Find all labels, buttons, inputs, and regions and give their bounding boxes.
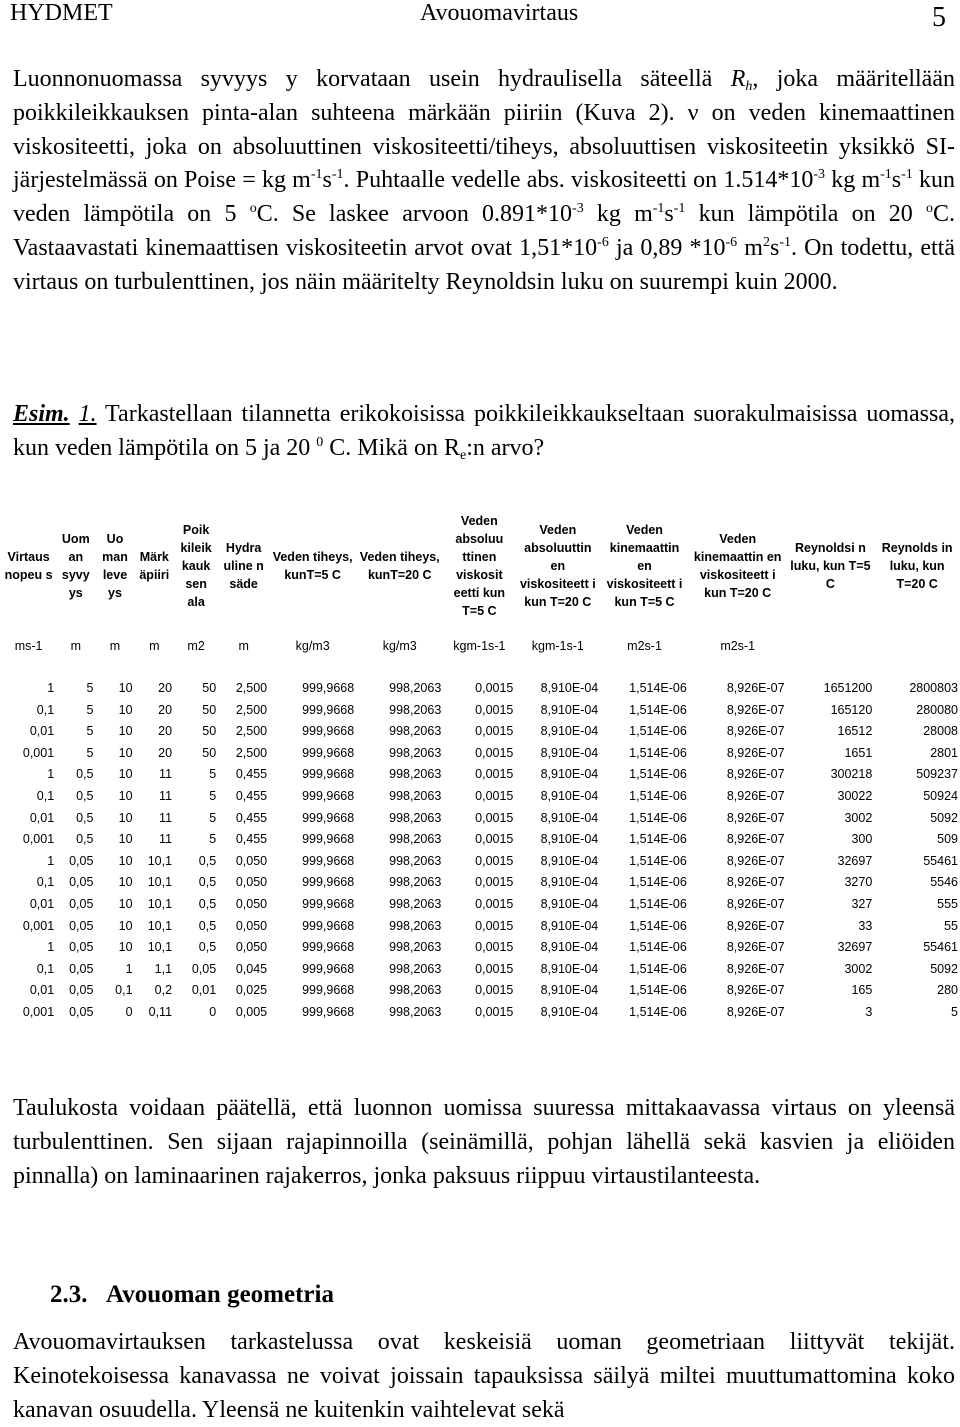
table-row xyxy=(1,764,960,786)
header-title: Avouomavirtaus xyxy=(420,0,579,26)
table-cell: 999,9668 xyxy=(302,745,355,760)
table-cell: 5 xyxy=(209,810,217,825)
table-cell: 0,455 xyxy=(235,810,268,825)
table-cell: 10,1 xyxy=(147,896,173,911)
column-header: Veden tiheys, kunT=20 C xyxy=(359,550,440,582)
table-cell: 8,926E-07 xyxy=(726,724,785,739)
table-cell: 1,514E-06 xyxy=(629,918,687,933)
table-cell: 3002 xyxy=(844,961,873,976)
table-cell: 10 xyxy=(118,745,133,760)
table-cell: 8,910E-04 xyxy=(540,788,599,803)
table-cell: 998,2063 xyxy=(389,788,442,803)
table-cell: 0,01 xyxy=(29,724,55,739)
table-spacer xyxy=(1,658,960,678)
table-cell: 1 xyxy=(125,961,133,976)
table-cell: 0,455 xyxy=(235,767,268,782)
table-cell: 998,2063 xyxy=(389,896,442,911)
table-cell: 555 xyxy=(937,896,958,911)
table-cell: 3270 xyxy=(844,875,873,890)
table-cell: 999,9668 xyxy=(302,1004,355,1019)
table-row xyxy=(1,1002,960,1024)
table-cell: 55461 xyxy=(923,853,958,868)
table-cell: 998,2063 xyxy=(389,832,442,847)
table-cell: 3002 xyxy=(844,810,873,825)
table-cell: 1651200 xyxy=(823,681,873,695)
column-unit: m2s-1 xyxy=(720,639,756,653)
table-cell: 8,926E-07 xyxy=(726,1004,785,1019)
table-cell: 0,0015 xyxy=(475,853,514,868)
table-cell: 999,9668 xyxy=(302,810,355,825)
table-cell: 1,514E-06 xyxy=(629,810,687,825)
header-doc-code: HYDMET xyxy=(10,0,113,26)
table-cell: 999,9668 xyxy=(302,896,355,911)
table-cell: 998,2063 xyxy=(389,940,442,955)
table-cell: 8,910E-04 xyxy=(540,702,599,717)
table-cell: 998,2063 xyxy=(389,745,442,760)
table-cell: 0,11 xyxy=(148,1004,173,1019)
table-cell: 8,910E-04 xyxy=(540,724,599,739)
table-cell: 999,9668 xyxy=(302,724,355,739)
column-unit xyxy=(874,634,960,658)
table-cell: 0,455 xyxy=(235,832,268,847)
table-cell: 0,0015 xyxy=(475,724,514,739)
column-header: Hydra uline n säde xyxy=(223,541,264,591)
table-cell: 1,514E-06 xyxy=(629,875,687,890)
table-cell: 5 xyxy=(86,745,94,760)
table-cell: 8,910E-04 xyxy=(540,681,599,695)
table-cell: 0,0015 xyxy=(475,875,514,890)
column-unit: kg/m3 xyxy=(295,639,330,653)
table-cell: 1,514E-06 xyxy=(629,681,687,695)
column-unit: kg/m3 xyxy=(382,639,417,653)
table-cell: 0,5 xyxy=(76,832,94,847)
column-header: Virtaus nopeu s xyxy=(4,550,53,582)
example-number: 1. xyxy=(78,401,97,427)
table-cell: 327 xyxy=(851,896,873,911)
table-cell: 0,001 xyxy=(22,1004,55,1019)
table-cell: 8,926E-07 xyxy=(726,702,785,717)
table-cell: 8,910E-04 xyxy=(540,961,599,976)
table-cell: 50 xyxy=(202,745,217,760)
table-cell: 10 xyxy=(118,810,133,825)
table-cell: 8,926E-07 xyxy=(726,896,785,911)
column-unit: m xyxy=(109,639,121,653)
table-row xyxy=(1,808,960,830)
table-cell: 0,0015 xyxy=(475,832,514,847)
table-cell: 10 xyxy=(118,896,133,911)
table-cell: 0,045 xyxy=(235,961,268,976)
reynolds-table xyxy=(1,498,960,1024)
table-cell: 1,514E-06 xyxy=(629,853,687,868)
table-cell: 55461 xyxy=(923,940,958,955)
table-header-row xyxy=(1,498,960,634)
table-cell: 509 xyxy=(937,832,958,847)
table-cell: 1,1 xyxy=(154,961,173,976)
table-cell: 2801 xyxy=(930,745,958,760)
table-cell: 20 xyxy=(158,681,173,695)
table-cell: 8,926E-07 xyxy=(726,853,785,868)
table-cell: 165120 xyxy=(830,702,873,717)
table-cell: 998,2063 xyxy=(389,1004,442,1019)
table-cell: 999,9668 xyxy=(302,767,355,782)
table-cell: 0,0015 xyxy=(475,896,514,911)
table-cell: 165 xyxy=(851,983,873,998)
table-row xyxy=(1,872,960,894)
column-header: Veden kinemaattin en viskositeett i kun T=5 C xyxy=(606,523,683,609)
table-cell: 300 xyxy=(851,832,873,847)
table-cell: 10,1 xyxy=(147,940,173,955)
page-number: 5 xyxy=(932,2,946,33)
table-cell: 2,500 xyxy=(235,745,268,760)
table-cell: 5092 xyxy=(930,961,958,976)
table-row xyxy=(1,894,960,916)
table-body xyxy=(1,678,960,1024)
table-cell: 0,01 xyxy=(29,983,55,998)
column-unit: m xyxy=(238,639,249,653)
table-cell: 0,1 xyxy=(115,983,133,998)
table-cell: 11 xyxy=(159,810,173,825)
table-cell: 998,2063 xyxy=(389,918,442,933)
table-row xyxy=(1,851,960,873)
table-cell: 8,926E-07 xyxy=(726,918,785,933)
table-cell: 20 xyxy=(158,702,173,717)
table-cell: 0,1 xyxy=(36,875,55,890)
table-cell: 0,1 xyxy=(36,961,55,976)
table-cell: 0,0015 xyxy=(475,961,514,976)
column-header: Reynoldsi n luku, kun T=5 C xyxy=(790,541,871,591)
table-cell: 0,0015 xyxy=(475,1004,514,1019)
table-cell: 999,9668 xyxy=(302,961,355,976)
table-cell: 32697 xyxy=(837,940,873,955)
table-cell: 10,1 xyxy=(147,918,173,933)
table-cell: 8,926E-07 xyxy=(726,875,785,890)
section-title: Avouoman geometria xyxy=(106,1281,334,1308)
table-cell: 10,1 xyxy=(147,875,173,890)
column-header: Märk äpiiri xyxy=(139,550,170,582)
table-cell: 5092 xyxy=(930,810,958,825)
paragraph-conclusion: Taulukosta voidaan päätellä, että luonnon uomissa suuressa mittakaavassa virtaus on yleensä turbulenttinen. Sen sijaan rajapinnoilla (seinämillä, pohjan lähellä sekä kasvien ja eliöiden pinnalla) on laminaarinen rajakerros, jonka paksuus riippuu virtaustilanteesta. xyxy=(13,1095,955,1189)
column-header: Veden kinemaattin en viskositeett i kun T=20 C xyxy=(693,532,782,600)
table-cell: 0,5 xyxy=(198,853,217,868)
column-header: Veden absoluu ttinen viskosit eetti kun T=5 C xyxy=(453,514,506,618)
table-cell: 509237 xyxy=(916,767,958,782)
table-cell: 999,9668 xyxy=(302,788,355,803)
table-cell: 8,926E-07 xyxy=(726,940,785,955)
table-cell: 33 xyxy=(858,918,873,933)
table-cell: 1 xyxy=(47,681,55,695)
table-cell: 0,0015 xyxy=(475,810,514,825)
page-header xyxy=(10,0,950,32)
table-cell: 1651 xyxy=(844,745,873,760)
table-row xyxy=(1,959,960,981)
table-cell: 0,050 xyxy=(235,918,268,933)
table-cell: 280 xyxy=(937,983,958,998)
table-cell: 0,2 xyxy=(154,983,173,998)
table-cell: 0,0015 xyxy=(475,681,514,695)
table-cell: 998,2063 xyxy=(389,853,442,868)
table-cell: 50 xyxy=(202,681,217,695)
table-cell: 1,514E-06 xyxy=(629,983,687,998)
table-cell: 999,9668 xyxy=(302,983,355,998)
table-cell: 0,05 xyxy=(69,1004,94,1019)
table-cell: 999,9668 xyxy=(302,832,355,847)
table-cell: 0,001 xyxy=(22,832,55,847)
table-cell: 0,455 xyxy=(235,788,268,803)
paragraph-example-1: Esim. 1. Tarkastellaan tilannetta erikokoisissa poikkileikkaukseltaan suorakulmaisissa uomassa, kun veden lämpötila on 5 ja 20 $^0$ C. Mikä on $R_e:n$ arvo? xyxy=(13,401,955,463)
column-unit: m xyxy=(149,639,160,653)
table-cell: 998,2063 xyxy=(389,875,442,890)
table-cell: 8,926E-07 xyxy=(726,810,785,825)
table-cell: 28008 xyxy=(923,724,958,739)
column-header: Uo man leve ys xyxy=(102,532,128,600)
table-cell: 0,001 xyxy=(22,745,55,760)
table-cell: 8,910E-04 xyxy=(540,940,599,955)
table-cell: 8,910E-04 xyxy=(540,853,599,868)
table-cell: 10 xyxy=(118,767,133,782)
table-cell: 0,05 xyxy=(69,983,94,998)
table-cell: 0,5 xyxy=(198,940,217,955)
table-cell: 0,01 xyxy=(29,810,55,825)
table-cell: 999,9668 xyxy=(302,681,355,695)
table-cell: 8,926E-07 xyxy=(726,788,785,803)
column-header: Veden tiheys, kunT=5 C xyxy=(272,550,353,582)
table-cell: 8,910E-04 xyxy=(540,918,599,933)
table-cell: 0,01 xyxy=(29,896,55,911)
table-cell: 0,05 xyxy=(69,961,94,976)
table-cell: 0,0015 xyxy=(475,745,514,760)
table-cell: 5 xyxy=(209,788,217,803)
table-cell: 16512 xyxy=(837,724,873,739)
table-cell: 11 xyxy=(159,832,173,847)
table-cell: 2,500 xyxy=(235,681,268,695)
table-row xyxy=(1,743,960,765)
example-label: Esim. xyxy=(13,401,70,427)
table-cell: 8,910E-04 xyxy=(540,767,599,782)
table-cell: 300218 xyxy=(830,767,873,782)
table-row xyxy=(1,721,960,743)
table-cell: 8,910E-04 xyxy=(540,745,599,760)
table-cell: 32697 xyxy=(837,853,873,868)
table-cell: 998,2063 xyxy=(389,983,442,998)
column-unit: m2s-1 xyxy=(627,639,662,653)
table-cell: 0,0015 xyxy=(475,918,514,933)
table-cell: 10 xyxy=(118,788,133,803)
table-cell: 0,050 xyxy=(235,875,268,890)
table-cell: 0,05 xyxy=(69,875,94,890)
table-cell: 0,050 xyxy=(235,896,268,911)
table-cell: 999,9668 xyxy=(302,853,355,868)
table-cell: 8,910E-04 xyxy=(540,1004,599,1019)
table-cell: 8,926E-07 xyxy=(726,767,785,782)
table-cell: 50924 xyxy=(923,788,958,803)
table-cell: 10 xyxy=(118,832,133,847)
table-cell: 5 xyxy=(209,832,217,847)
table-cell: 0,05 xyxy=(191,961,217,976)
table-cell: 0,050 xyxy=(235,940,268,955)
column-unit: kgm-1s-1 xyxy=(453,639,506,653)
table-cell: 1,514E-06 xyxy=(629,940,687,955)
column-unit: m xyxy=(70,639,82,653)
table-cell: 8,910E-04 xyxy=(540,832,599,847)
table-cell: 8,926E-07 xyxy=(726,961,785,976)
table-cell: 5 xyxy=(209,767,217,782)
table-cell: 0,05 xyxy=(69,896,94,911)
table-cell: 5 xyxy=(86,702,94,717)
table-cell: 1,514E-06 xyxy=(629,896,687,911)
table-cell: 999,9668 xyxy=(302,918,355,933)
table-cell: 0,5 xyxy=(198,896,217,911)
table-cell: 0,1 xyxy=(36,702,55,717)
table-cell: 999,9668 xyxy=(302,940,355,955)
column-header: Veden absoluuttin en viskositeett i kun T=20 C xyxy=(519,523,596,609)
table-cell: 1,514E-06 xyxy=(629,961,687,976)
table-cell: 10 xyxy=(118,940,133,955)
table-cell: 1,514E-06 xyxy=(629,788,687,803)
column-header: Poik kileik kauk sen ala xyxy=(180,523,212,609)
column-unit: m2 xyxy=(187,639,205,653)
table-cell: 0,025 xyxy=(235,983,268,998)
table-row xyxy=(1,980,960,1002)
column-unit: kgm-1s-1 xyxy=(531,639,584,653)
table-cell: 0,050 xyxy=(235,853,268,868)
table-cell: 2,500 xyxy=(235,702,268,717)
table-row xyxy=(1,700,960,722)
table-cell: 0,05 xyxy=(69,853,94,868)
table-cell: 20 xyxy=(158,724,173,739)
table-cell: 1,514E-06 xyxy=(629,832,687,847)
table-cell: 0,005 xyxy=(235,1004,268,1019)
table-cell: 10 xyxy=(118,702,133,717)
table-cell: 1 xyxy=(47,853,55,868)
table-cell: 0,001 xyxy=(22,918,55,933)
table-cell: 5 xyxy=(86,724,94,739)
table-cell: 1 xyxy=(47,767,55,782)
table-cell: 1,514E-06 xyxy=(629,767,687,782)
table-cell: 8,926E-07 xyxy=(726,832,785,847)
table-cell: 0,0015 xyxy=(475,940,514,955)
column-unit: ms-1 xyxy=(14,639,43,653)
table-cell: 5 xyxy=(86,681,94,695)
table-cell: 998,2063 xyxy=(389,767,442,782)
table-cell: 998,2063 xyxy=(389,810,442,825)
table-cell: 0,5 xyxy=(76,810,94,825)
table-cell: 280080 xyxy=(916,702,958,717)
table-cell: 50 xyxy=(202,702,217,717)
table-cell: 5546 xyxy=(930,875,958,890)
table-cell: 3 xyxy=(865,1004,873,1019)
table-cell: 0,5 xyxy=(76,788,94,803)
table-cell: 2800803 xyxy=(909,681,958,695)
section-heading xyxy=(50,1281,334,1309)
table-cell: 8,910E-04 xyxy=(540,875,599,890)
table-cell: 998,2063 xyxy=(389,702,442,717)
table-cell: 998,2063 xyxy=(389,681,442,695)
column-header: Uom an syvy ys xyxy=(61,532,90,600)
table-cell: 1,514E-06 xyxy=(629,702,687,717)
table-cell: 0,0015 xyxy=(475,983,514,998)
table-cell: 0 xyxy=(125,1004,133,1019)
table-cell: 10 xyxy=(118,853,133,868)
table-cell: 30022 xyxy=(837,788,873,803)
table-cell: 0,5 xyxy=(198,918,217,933)
table-cell: 1,514E-06 xyxy=(629,1004,687,1019)
table-cell: 0,05 xyxy=(69,918,94,933)
table-cell: 2,500 xyxy=(235,724,268,739)
table-row xyxy=(1,829,960,851)
column-header: Reynolds in luku, kun T=20 C xyxy=(881,541,953,591)
paragraph-hydraulic-radius: Luonnonuomassa syvyys y korvataan usein hydraulisella säteellä $R_h$, joka määritellään poikkileikkauksen pinta-alan suhteena märkään piiriin (Kuva 2). ν on veden kinemaattinen viskositeetti, joka on absoluuttinen viskositeetti/tiheys, absoluuttisen viskositeetin yksikkö SI-järjestelmässä on Poise = kg $m^{-1}s^{-1}$. Puhtaalle vedelle abs. viskositeetti on $1.514*10^{-3}$ kg $m^{-1}s^{-1}$ kun veden lämpötila on 5 $^o$C. Se laskee arvoon $0.891*10^{-3}$ kg $m^{-1}s^{-1}$ kun lämpötila on 20 $^o$C. Vastaavastati kinemaattisen viskositeetin arvot ovat $1,51*10^{-6}$ ja 0,89 $*10^{-6}$ $m^2s^{-1}$. On todettu, että virtaus on turbulenttinen, jos näin määritelty Reynoldsin luku on suurempi kuin 2000. xyxy=(13,66,956,295)
table-units-row xyxy=(1,634,960,658)
table-cell: 8,910E-04 xyxy=(540,810,599,825)
table-cell: 0,5 xyxy=(198,875,217,890)
table-cell: 11 xyxy=(159,788,173,803)
column-unit xyxy=(787,634,875,658)
table-row xyxy=(1,786,960,808)
section-number: 2.3. xyxy=(50,1281,88,1308)
table-cell: 10 xyxy=(118,681,133,695)
table-cell: 10 xyxy=(118,875,133,890)
table-row xyxy=(1,678,960,700)
table-cell: 0,01 xyxy=(191,983,217,998)
table-cell: 999,9668 xyxy=(302,875,355,890)
table-cell: 8,910E-04 xyxy=(540,983,599,998)
table-cell: 50 xyxy=(202,724,217,739)
table-cell: 1,514E-06 xyxy=(629,724,687,739)
table-cell: 0,05 xyxy=(69,940,94,955)
table-cell: 0,0015 xyxy=(475,767,514,782)
paragraph-geometry: Avouomavirtauksen tarkastelussa ovat keskeisiä uoman geometriaan liittyvät tekijät. Keinotekoisessa kanavassa ne voivat joissain tapauksissa säilyä miltei muuttumattomina koko kanavan osuudella. Yleensä ne kuitenkin vaihtelevat sekä xyxy=(13,1329,955,1423)
table-row xyxy=(1,937,960,959)
table-cell: 1 xyxy=(47,940,55,955)
table-cell: 0,0015 xyxy=(475,788,514,803)
table-cell: 998,2063 xyxy=(389,724,442,739)
table-cell: 55 xyxy=(944,918,958,933)
table-cell: 10 xyxy=(118,918,133,933)
table-cell: 10,1 xyxy=(147,853,173,868)
table-cell: 8,926E-07 xyxy=(726,983,785,998)
table-cell: 0 xyxy=(209,1004,217,1019)
table-cell: 5 xyxy=(951,1004,958,1019)
table-cell: 999,9668 xyxy=(302,702,355,717)
table-cell: 0,0015 xyxy=(475,702,514,717)
table-cell: 8,926E-07 xyxy=(726,681,785,695)
table-cell: 998,2063 xyxy=(389,961,442,976)
table-row xyxy=(1,916,960,938)
table-cell: 0,1 xyxy=(36,788,55,803)
table-cell: 11 xyxy=(159,767,173,782)
table-cell: 8,926E-07 xyxy=(726,745,785,760)
table-cell: 1,514E-06 xyxy=(629,745,687,760)
table-cell: 10 xyxy=(118,724,133,739)
table-cell: 0,5 xyxy=(76,767,94,782)
table-cell: 8,910E-04 xyxy=(540,896,599,911)
table-cell: 20 xyxy=(158,745,173,760)
